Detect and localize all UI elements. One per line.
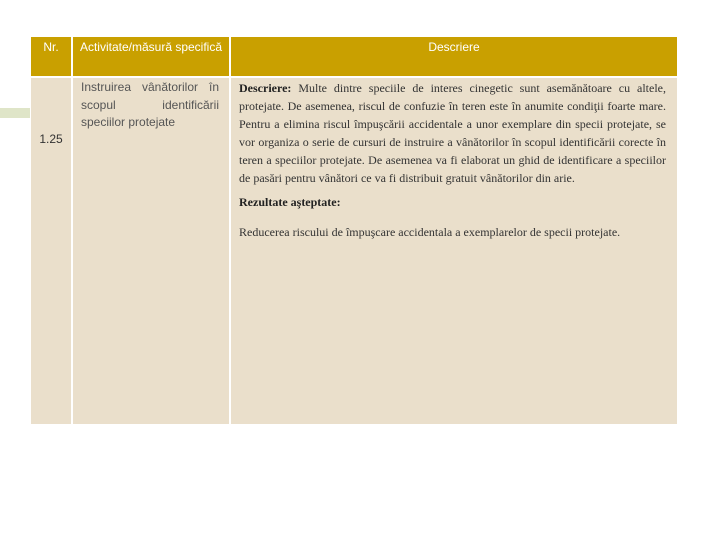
header-activity-label: Activitate/măsură specifică bbox=[79, 40, 223, 54]
description-label: Descriere: bbox=[239, 81, 292, 95]
cell-description bbox=[231, 78, 677, 424]
activity-text: Instruirea vânătorilor în scopul identificării speciilor protejate bbox=[81, 80, 219, 129]
decorative-bar bbox=[0, 108, 30, 118]
description-content bbox=[239, 79, 666, 241]
header-description-label: Descriere bbox=[428, 40, 480, 54]
header-nr-label: Nr. bbox=[43, 40, 59, 54]
cell-activity bbox=[73, 78, 229, 424]
results-heading-paragraph bbox=[239, 193, 666, 211]
cell-nr bbox=[31, 78, 71, 424]
description-paragraph bbox=[239, 79, 666, 187]
results-text: Reducerea riscului de împuşcare accidentala a exemplarelor de specii protejate. bbox=[239, 225, 621, 239]
header-activity bbox=[73, 37, 229, 76]
header-nr bbox=[31, 37, 71, 76]
header-description bbox=[231, 37, 677, 76]
row-number: 1.25 bbox=[39, 132, 63, 146]
results-heading: Rezultate aşteptate: bbox=[239, 195, 341, 209]
description-text: Multe dintre speciile de interes cinegetic sunt asemănătoare cu altele, protejate. De asemenea, riscul de confuzie în teren este în anumite condiţii foarte mare. Pentru a elimina riscul împuşcării accidentale a unor exemplare din specii protejate, se vor organiza o serie de cursuri de instruire a vânătorilor în scopul identificării corecte în teren a speciilor protejate. De asemenea va fi elaborat un ghid de identificare a speciilor de pasări pentru vânători ce va fi distribuit gratuit vânătorilor din arie. bbox=[239, 81, 666, 185]
